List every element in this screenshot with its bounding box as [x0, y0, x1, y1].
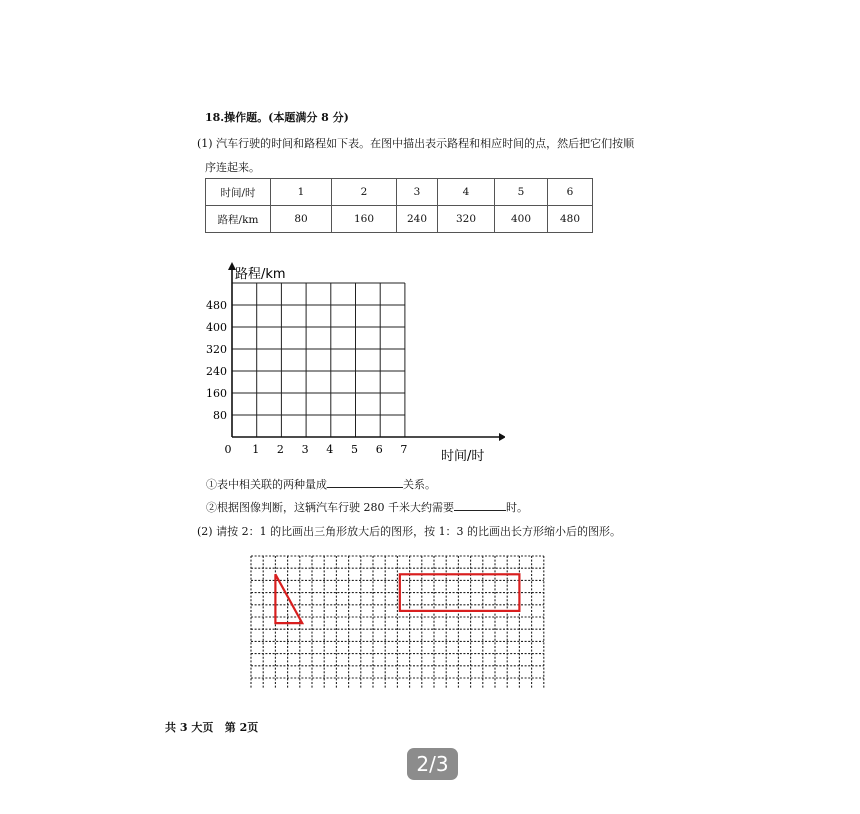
table-cell: 6: [548, 179, 593, 206]
sub-question-1: [206, 476, 436, 492]
page-indicator: 2/3: [407, 748, 458, 780]
sub-question-1-suffix: 关系。: [403, 478, 436, 491]
part1-instruction-line1: (1) 汽车行驶的时间和路程如下表。在图中描出表示路程和相应时间的点，然后把它们按顺: [197, 137, 635, 150]
table-cell: 4: [438, 179, 495, 206]
table-cell: 480: [548, 206, 593, 233]
time-distance-table: [205, 178, 593, 233]
x-axis-arrow: [499, 433, 505, 441]
sub-question-2-text: ②根据图像判断，这辆汽车行驶 280 千米大约需要: [206, 501, 454, 514]
table-cell: 3: [397, 179, 438, 206]
table-cell: 1: [271, 179, 332, 206]
table-row: [206, 206, 593, 233]
x-tick-label: 2: [276, 443, 284, 456]
y-tick-label: 480: [206, 299, 227, 312]
answer-blank-1[interactable]: [327, 477, 403, 488]
question-title: 18.操作题。(本题满分 8 分): [205, 111, 349, 124]
table-cell: 400: [495, 206, 548, 233]
table-cell: 240: [397, 206, 438, 233]
y-tick-label: 160: [206, 387, 227, 400]
x-axis-label: 时间/时: [441, 449, 485, 464]
x-tick-label: 0: [224, 443, 232, 456]
drawing-grid: [245, 552, 553, 688]
y-tick-label: 320: [206, 343, 227, 356]
table-row: [206, 179, 593, 206]
table-header-distance: 路程/km: [206, 206, 271, 233]
table-header-time: 时间/时: [206, 179, 271, 206]
x-tick-label: 6: [375, 443, 383, 456]
part2-instruction: (2) 请按 2：1 的比画出三角形放大后的图形，按 1：3 的比画出长方形缩小后的图形。: [197, 525, 622, 538]
table-cell: 80: [271, 206, 332, 233]
x-tick-label: 4: [326, 443, 334, 456]
table-cell: 320: [438, 206, 495, 233]
y-tick-label: 400: [206, 321, 227, 334]
x-tick-label: 3: [301, 443, 309, 456]
sub-question-1-text: ①表中相关联的两种量成: [206, 478, 327, 491]
x-tick-label: 5: [351, 443, 358, 456]
sub-question-2: [206, 499, 528, 515]
table-cell: 2: [332, 179, 397, 206]
y-tick-label: 240: [206, 365, 227, 378]
x-tick-label: 1: [252, 443, 260, 456]
y-tick-label: 80: [213, 409, 227, 422]
chart-grid: [232, 283, 405, 437]
y-axis-label: 路程/km: [235, 267, 286, 282]
table-cell: 5: [495, 179, 548, 206]
page-footer-text: 共 3 大页 第 2页: [165, 721, 259, 734]
part1-instruction-line2: 序连起来。: [205, 161, 260, 174]
answer-blank-2[interactable]: [454, 500, 506, 511]
distance-time-chart: [195, 258, 505, 468]
sub-question-2-suffix: 时。: [506, 501, 528, 514]
x-tick-label: 7: [400, 443, 408, 456]
table-cell: 160: [332, 206, 397, 233]
red-triangle: [275, 574, 302, 623]
